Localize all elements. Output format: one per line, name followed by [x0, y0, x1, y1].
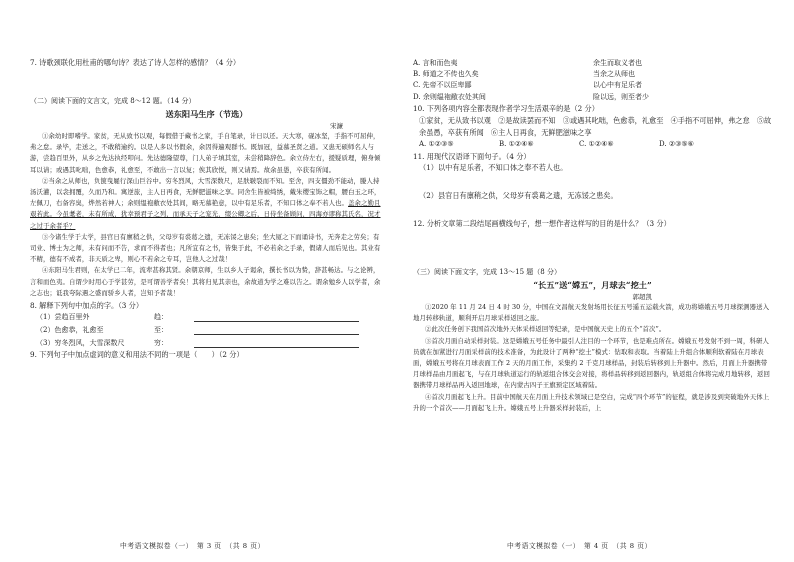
- paragraph-3: ③今诸生学于太学，县官日有廪稍之供，父母岁有裘葛之遗，无冻馁之患矣；坐大厦之下而诵诗书，无奔走之劳矣；有司业、博士为之师，未有问而不告，求而不得者也；凡所宜有之书，皆集于此，不必若余之手录，假诸人而后见也。其业有不精，德有不成者，非天质之卑，则心不若余之专耳，岂他人之过哉！: [30, 232, 381, 264]
- answer-line[interactable]: [194, 311, 359, 322]
- q8-item-2: （2）色愈恭，礼愈至 至：: [30, 324, 383, 337]
- paragraph-1: ①余幼时即嗜学。家贫，无从致书以观，每假借于藏书之家，手自笔录，计日以还。天大寒，砚冰坚，手指不可屈伸，弗之怠。录毕，走送之，不敢稍逾约。以是人多以书假余，余因得遍观群书。既加冠，益慕圣贤之道。又患无硕师名人与游，尝趋百里外，从乡之先达执经叩问。先达德隆望尊，门人弟子填其室，未尝稍降辞色。余立侍左右，援疑质理，俯身倾耳以请；或遇其叱咄，色愈恭，礼愈至，不敢出一言以复；俟其欣悦，则又请焉。故余虽愚，卒获有所闻。: [30, 132, 381, 174]
- right-page: [397, 0, 794, 562]
- question-7: 7. 诗歌颈联化用杜甫的哪句诗？表达了诗人怎样的感情？（4 分）: [30, 58, 241, 67]
- q8-item-1: （1）尝趋百里外 趋：: [30, 311, 383, 324]
- passage-title: 送东阳马生序（节选）: [165, 109, 248, 119]
- page-footer: 中考语文模拟卷（一） 第 4 页 （共 8 页）: [507, 542, 652, 550]
- q10-items: ①家贫，无从致书以观 ②是故读罢而不知 ③或遇其叱咄，色愈恭，礼愈至 ④手指不可屈伸，弗之怠 ⑤故余虽愚，卒获有所闻 ⑥主人日再食，无鲜肥滋味之享: [419, 115, 772, 137]
- q8-item-3: （3）穷冬烈风，大雪深数尺 穷：: [30, 337, 383, 350]
- underlined-sentence: 盖余之勤且艰若此。今虽耄老，未有所成，犹幸预君子之列，而承天子之宠光，缀公卿之后，日侍坐备顾问，四海亦谬称其氏名，况才之过于余者乎？: [30, 199, 381, 230]
- q11-sentence-1: （1）以中有足乐者，不知口体之奉不若人也。: [419, 163, 568, 173]
- article-paragraph-2: ②此次任务创下我国首次地外天体采样返回等纪录，是中国航天史上的五个“首次”。: [425, 325, 666, 334]
- article-author: 郭超凯: [632, 293, 652, 302]
- section-2-heading: （二）阅读下面的文言文，完成 8～12 题。（14 分）: [30, 97, 196, 105]
- article-paragraph-1: ①2020 年 11 月 24 日 4 时 30 分，中国在文昌航天发射场用长征五号遥五运载火箭，成功将嫦娥五号月球探测器送入地月转移轨道，顺利开启月球采样返回之旅。: [413, 303, 770, 323]
- q9-option-d: D. 余则缊袍敝衣处其间 险以远，则至者少: [413, 92, 649, 101]
- paragraph-2: ②当余之从师也，负箧曳屣行深山巨谷中。穷冬烈风，大雪深数尺，足肤皲裂而不知。至舍，四支僵劲不能动，媵人持汤沃灌，以衾拥覆，久而乃和。寓逆旅，主人日再食，无鲜肥滋味之享。同舍生皆被绮绣，戴朱缨宝饰之帽，腰白玉之环，左佩刀，右备容臭，烨然若神人；余则缊袍敝衣处其间，略无慕艳意，以中有足乐者，不知口体之奉不若人也。盖余之勤且艰若此。今虽耄老，未有所成，犹幸预君子之列，而承天子之宠光，缀公卿之后，日侍坐备顾问，四海亦谬称其氏名，况才之过于余者乎？: [30, 176, 381, 230]
- page-footer: 中考语文模拟卷（一） 第 3 页 （共 8 页）: [120, 542, 265, 550]
- question-9: 9. 下列句子中加点虚词的意义和用法不同的一项是（ ）（2 分）: [30, 350, 244, 360]
- answer-line[interactable]: [194, 324, 359, 335]
- question-8: 8. 解释下列句中加点的字。（3 分）: [30, 301, 144, 311]
- q9-option-b: B. 师道之不传也久矣 当余之从师也: [413, 70, 635, 79]
- q11-sentence-2: （2）县官日有廪稍之供，父母岁有裘葛之遗，无冻馁之患矣。: [419, 191, 618, 201]
- q9-option-c: C. 先帝不以臣卑鄙 以心中有足乐者: [413, 81, 642, 90]
- article-title: “长五”送“嫦五”，月球去“挖土”: [533, 280, 652, 291]
- passage-author: 宋濂: [330, 122, 343, 130]
- question-11: 11. 用现代汉语译下面句子。（4 分）: [413, 152, 531, 162]
- article-paragraph-4: ④首次月面起飞上升。目前中国航天在月面上升技术领域已是空白，完成“四个环节”的征程，就是涉及到突破地外天体上升的一个首次——月面起飞上升。嫦娥五号上升器采样封装后，上: [413, 392, 770, 412]
- question-10: 10. 下列各项内容全都表现作者学习生活艰辛的是（2 分）: [413, 103, 599, 113]
- section-3-heading: （三）阅读下面文字，完成 13～15 题（8 分）: [413, 268, 561, 277]
- answer-line[interactable]: [194, 337, 359, 348]
- q9-option-a: A. 言和而色夷 余生而取义者也: [413, 59, 642, 67]
- article-paragraph-3: ③首次月面自动采样封装。这是嫦娥五号任务中最引人注目的一个环节，也是难点所在。嫦娥五号发射不到一周，科研人员就在加紧进行月面采样前的技术准备，为此设计了两种“挖土”模式：钻取和表取。当着陆上升组合体顺利软着陆在月球表面，嫦娥五号将在月球表面工作 2 天的月面工作，采集约 2 千克月球样品，封装后转移到上升器中。然后，月面上升器携带月球样品由月面起飞，与在月球轨道运行的轨返组合体交会对接，将样品转移到返回器内，轨返组合体将完成月地转移，返回器携带月球样品再入返回地球，在内蒙古四子王旗预定区域着陆。: [413, 336, 770, 390]
- answer-space: [30, 68, 383, 96]
- question-12: 12. 分析文章第二段结尾画横线句子，想一想作者这样写的目的是什么？（3 分）: [413, 219, 671, 229]
- paragraph-4: ④东阳马生君则，在太学已二年，流辈甚称其贤。余朝京师，生以乡人子谒余，撰长书以为贽，辞甚畅达。与之论辨，言和而色夷。自谓少时用心于学甚劳，是可谓善学者矣！其将归见其亲也，余故道为学之难以告之。谓余勉乡人以学者，余之志也；诋我夸际遇之盛而骄乡人者，岂知予者哉！: [30, 266, 381, 297]
- q10-options: A. ①②③⑤ B. ①②④⑥ C. ①②④⑥ D. ②③⑤⑥: [419, 139, 694, 148]
